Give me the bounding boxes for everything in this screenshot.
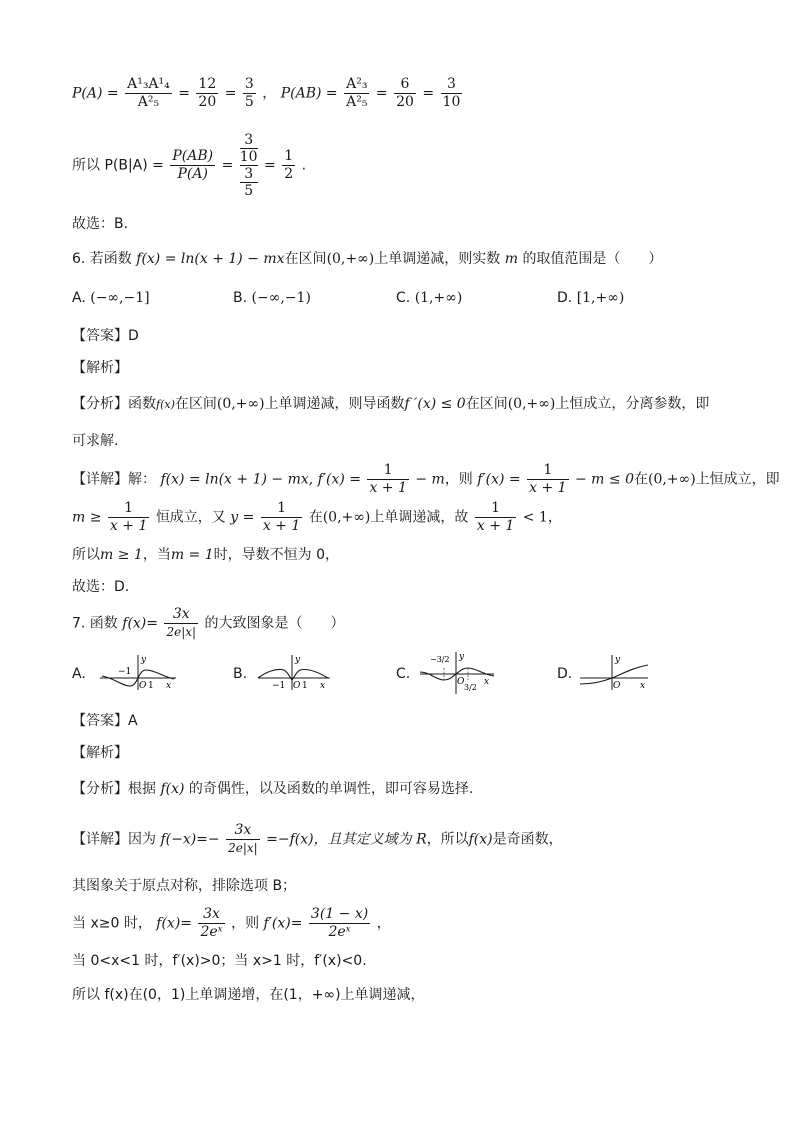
q6-option-a[interactable]: A. (−∞,−1] (72, 290, 150, 306)
q7-detail-line2: 其图象关于原点对称，排除选项 B； (72, 878, 297, 894)
q7-detail-line1: 【详解】因为 f(−x)=− $\frac{3x}{2e|x|}$ =−f(x)，且其定义域为 R，所以f(x)是奇函数， (72, 822, 563, 855)
q7-graph-b[interactable] (254, 652, 334, 692)
q6-stem: 6. 若函数 f(x) = ln(x + 1) − mx在区间(0,+∞)上单调递减，则实数 m 的取值范围是（ ） (72, 251, 663, 267)
q6-analysis-header: 【解析】 (72, 360, 128, 376)
q7-option-a[interactable]: A. (72, 666, 86, 682)
q6-detail-line1: 【详解】解： f(x) = ln(x + 1) − mx, f′(x) = $\frac{1}{x + 1}$ − m，则 f′(x) = $\frac{1}{x + 1}$ − m ≤ 0在(0,+∞)上恒成立，即 (72, 462, 780, 496)
graph-a-1: 1 (148, 681, 154, 691)
q7-answer: 【答案】A (72, 713, 138, 729)
q7-graph-d[interactable] (578, 652, 652, 692)
pab-frac3: $\frac{3}{10}$ (442, 76, 461, 110)
cond-frac: $\frac{P(AB)}{P(A)}$ (172, 148, 214, 182)
q7-graph-c[interactable] (418, 650, 498, 696)
graph-c-m32: −3/2 (430, 655, 450, 664)
graph-a-m1: −1 (118, 667, 132, 677)
q6-analysis-line1: 【分析】函数f(x)在区间(0,+∞)上单调递减，则导函数f ′(x) ≤ 0在区间(0,+∞)上恒成立，分离参数，即 (72, 396, 710, 412)
graph-c-y: y (459, 652, 465, 662)
q7-option-c[interactable]: C. (396, 666, 411, 682)
pa-label: P(A) = (72, 85, 119, 102)
answer-b-line: 故选：B. (72, 216, 129, 232)
q6-analysis-line2: 可求解. (72, 433, 119, 449)
pab-frac2: $\frac{6}{20}$ (396, 76, 414, 110)
conditional-prob-line: 所以 P(B|A) = $\frac{P(AB)}{P(A)}$ = 3 10 3 5 = $\frac{1}{2}$ . (72, 132, 307, 199)
cond-result: $\frac{1}{2}$ (284, 148, 294, 182)
graph-c-x: x (484, 677, 490, 687)
pa-frac1: $\frac{\text{A¹₃A¹₄}}{\text{A²₅}}$ (127, 76, 170, 110)
pab-frac1: $\frac{\text{A²₃}}{\text{A²₅}}$ (346, 76, 368, 110)
graph-b-1: 1 (302, 681, 308, 691)
q7-detail-line4: 当 0<x<1 时，f′(x)>0；当 x>1 时，f′(x)<0. (72, 953, 367, 969)
q6-final: 故选：D. (72, 579, 130, 595)
graph-b-m1: −1 (272, 681, 286, 691)
complex-frac: 3 10 3 5 (239, 132, 258, 199)
q6-option-c[interactable]: C. (1,+∞) (396, 290, 463, 306)
graph-a-o: O (139, 681, 147, 691)
graph-c-32: 3/2 (464, 683, 477, 692)
graph-a-x: x (166, 681, 172, 691)
q6-option-b[interactable]: B. (−∞,−1) (233, 290, 311, 306)
graph-d-y: y (615, 655, 621, 665)
q7-analysis-header: 【解析】 (72, 745, 128, 761)
q7-stem: 7. 函数 f(x)= $\frac{3x}{2e|x|}$ 的大致图象是（ ） (72, 606, 345, 639)
q7-detail-line5: 所以 f(x)在(0，1)上单调递增，在(1，+∞)上单调递减， (72, 987, 425, 1003)
q6-option-d[interactable]: D. [1,+∞) (557, 290, 625, 306)
graph-d-o: O (613, 681, 621, 691)
q7-option-b[interactable]: B. (233, 666, 248, 682)
q6-detail-line3: 所以m ≥ 1，当m = 1时，导数不恒为 0， (72, 547, 340, 563)
q7-detail-line3: 当 x≥0 时， f(x)= $\frac{3x}{\text{2eˣ}}$ ，则 f′(x)= $\frac{3(1 - x)}{\text{2eˣ}}$ ， (72, 906, 391, 940)
q7-analysis-line1: 【分析】根据 f(x) 的奇偶性，以及函数的单调性，即可容易选择. (72, 781, 474, 797)
q6-detail-line2: m ≥ $\frac{1}{x + 1}$ 恒成立，又 y = $\frac{1}{x + 1}$ 在(0,+∞)上单调递减，故 $\frac{1}{x + 1}$ < 1， (72, 500, 562, 534)
graph-c-o: O (457, 677, 465, 687)
q7-graph-a[interactable] (96, 652, 180, 692)
cond-prefix: 所以 P(B|A) = (72, 157, 164, 174)
pa-frac2: $\frac{12}{20}$ (198, 76, 217, 110)
graph-b-x: x (320, 681, 326, 691)
graph-b-y: y (295, 655, 301, 665)
pab-label: P(AB) = (280, 85, 338, 102)
graph-b-o: O (293, 681, 301, 691)
q6-answer: 【答案】D (72, 328, 139, 344)
q7-option-d[interactable]: D. (557, 666, 573, 682)
prob-pa-line: P(A) = $\frac{\text{A¹₃A¹₄}}{\text{A²₅}}$ = $\frac{12}{20}$ = $\frac{3}{5}$ ， P(AB) = $\frac{\text{A²₃}}{\text{A²₅}}$ = $\frac{6}{20}$ = $\frac{3}{10}$ (72, 76, 461, 110)
graph-a-y: y (141, 655, 147, 665)
pa-frac3: $\frac{3}{5}$ (244, 76, 254, 110)
graph-d-x: x (640, 681, 646, 691)
